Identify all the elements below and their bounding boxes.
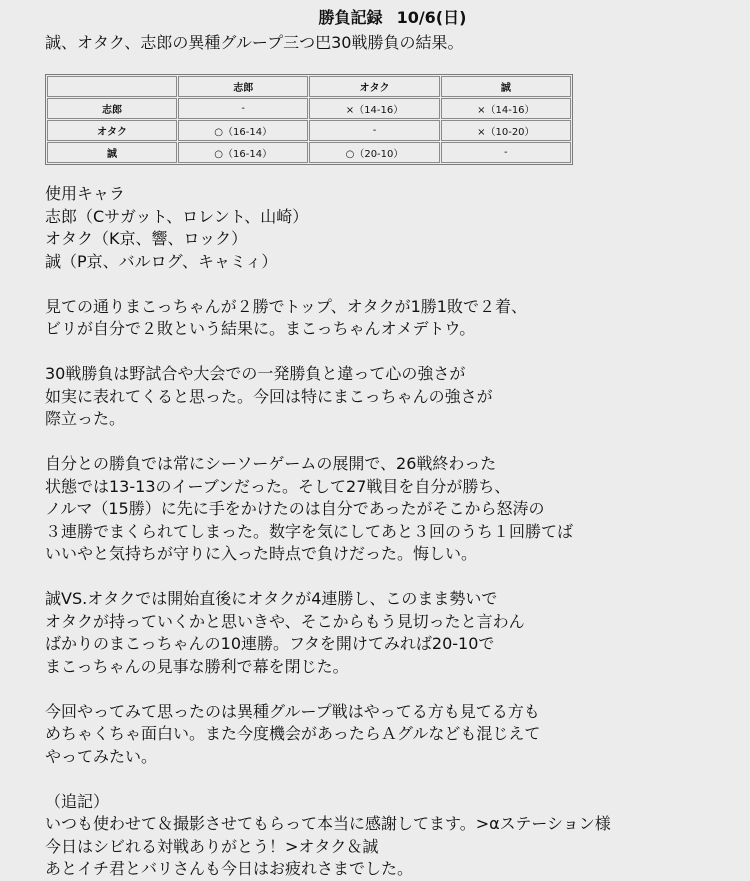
table-cell: ○（20-10） bbox=[309, 142, 439, 163]
paragraph-line: 誠VS.オタクでは開始直後にオタクが4連勝し、このまま勢いで bbox=[45, 589, 498, 608]
characters-heading: 使用キャラ bbox=[45, 184, 126, 203]
paragraph-line: 見ての通りまこっちゃんが２勝でトップ、オタクが1勝1敗で２着、 bbox=[45, 296, 527, 316]
postscript-section bbox=[45, 791, 730, 881]
row-header: 志郎 bbox=[47, 98, 177, 119]
paragraph-line: 如実に表れてくると思った。今回は特にまこっちゃんの強さが bbox=[45, 386, 493, 406]
table-cell: ○（16-14） bbox=[178, 120, 308, 141]
row-header: オタク bbox=[47, 120, 177, 141]
paragraph-line: めちゃくちゃ面白い。また今度機会があったらＡグルなども混じえて bbox=[45, 724, 541, 743]
paragraph-line: 自分との勝負では常にシーソーゲームの展開で、26戦終わった bbox=[45, 454, 497, 473]
table-cell: - bbox=[309, 120, 439, 141]
title-text: 勝負記録 bbox=[318, 8, 383, 27]
postscript-heading: （追記） bbox=[45, 791, 110, 811]
characters-section bbox=[45, 183, 730, 273]
column-header: 誠 bbox=[441, 76, 571, 97]
table-cell: - bbox=[178, 98, 308, 119]
character-line: 誠（P京、バルログ、キャミィ） bbox=[45, 251, 278, 271]
table-row bbox=[47, 142, 571, 163]
column-header: 志郎 bbox=[178, 76, 308, 97]
paragraph bbox=[45, 588, 730, 678]
paragraph-line: やってみたい。 bbox=[45, 746, 158, 766]
results-table bbox=[45, 74, 573, 165]
table-cell: ×（10-20） bbox=[441, 120, 571, 141]
table-corner bbox=[47, 76, 177, 97]
postscript-line: あとイチ君とバリさんも今日はお疲れさまでした。 bbox=[45, 859, 414, 878]
table-cell: ×（14-16） bbox=[309, 98, 439, 119]
paragraph bbox=[45, 453, 730, 566]
page-title bbox=[45, 8, 730, 28]
title-date: 10/6(日) bbox=[396, 8, 467, 27]
paragraph-line: オタクが持っていくかと思いきや、そこからもう見切ったと言わん bbox=[45, 611, 525, 631]
character-line: 志郎（Cサガット、ロレント、山崎） bbox=[45, 206, 309, 226]
column-header: オタク bbox=[309, 76, 439, 97]
paragraph-line: 際立った。 bbox=[45, 409, 126, 428]
paragraph bbox=[45, 701, 730, 769]
table-header-row bbox=[47, 76, 571, 97]
table-cell: - bbox=[441, 142, 571, 163]
paragraph-line: ビリが自分で２敗という結果に。まこっちゃんオメデトウ。 bbox=[45, 319, 476, 338]
paragraph-line: ３連勝でまくられてしまった。数字を気にしてあと３回のうち１回勝てば bbox=[45, 521, 574, 541]
table-cell: ○（16-14） bbox=[178, 142, 308, 163]
table-cell: ×（14-16） bbox=[441, 98, 571, 119]
paragraph bbox=[45, 296, 730, 341]
intro-text: 誠、オタク、志郎の異種グループ三つ巴30戦勝負の結果。 bbox=[45, 33, 464, 52]
paragraph-line: ばかりのまこっちゃんの10連勝。フタを開けてみれば20-10で bbox=[45, 634, 495, 653]
character-line: オタク（K京、響、ロック） bbox=[45, 229, 248, 248]
table-row bbox=[47, 120, 571, 141]
paragraph-line: 状態では13-13のイーブンだった。そして27戦目を自分が勝ち、 bbox=[45, 476, 511, 496]
paragraph-line: 今回やってみて思ったのは異種グループ戦はやってる方も見てる方も bbox=[45, 701, 540, 721]
paragraph-line: まこっちゃんの見事な勝利で幕を閉じた。 bbox=[45, 656, 349, 676]
postscript-line: いつも使わせて＆撮影させてもらって本当に感謝してます。>αステーション様 bbox=[45, 814, 611, 833]
paragraph-line: ノルマ（15勝）に先に手をかけたのは自分であったがそこから怒涛の bbox=[45, 499, 545, 518]
row-header: 誠 bbox=[47, 142, 177, 163]
paragraph-line: 30戦勝負は野試合や大会での一発勝負と違って心の強さが bbox=[45, 364, 466, 383]
postscript-line: 今日はシビれる対戦ありがとう！>オタク＆誠 bbox=[45, 836, 379, 856]
paragraph-line: いいやと気持ちが守りに入った時点で負けだった。悔しい。 bbox=[45, 544, 478, 563]
table-row bbox=[47, 98, 571, 119]
article-body bbox=[45, 183, 730, 881]
paragraph bbox=[45, 363, 730, 431]
